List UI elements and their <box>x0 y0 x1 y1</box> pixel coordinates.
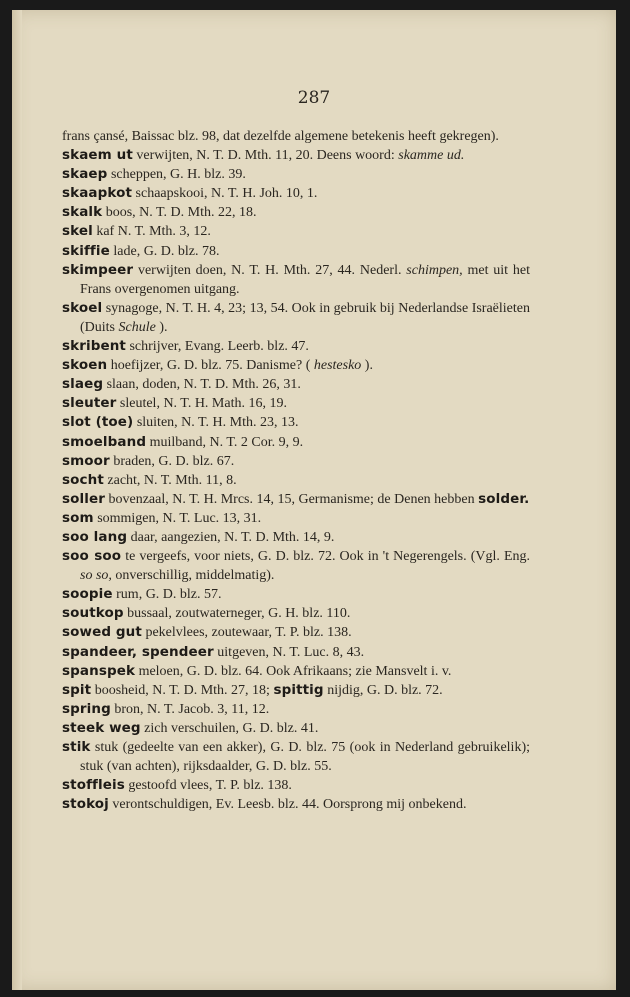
entry-headword: smoelband <box>62 433 147 450</box>
entry-headword: skribent <box>62 338 126 355</box>
entry-italic-term: Schule <box>118 319 156 335</box>
entry-definition: lade, G. D. blz. 78. <box>113 243 220 259</box>
entry-italic-term: skamme ud. <box>398 148 465 164</box>
entry-headword: sowed gut <box>62 624 142 641</box>
entry-headword: steek weg <box>62 719 141 736</box>
entry-definition: verontschuldigen, Ev. Leesb. blz. 44. Oorsprong mij onbekend. <box>112 797 467 813</box>
entry-headword: slot (toe) <box>62 414 134 431</box>
entry-definition: boosheid, N. T. D. Mth. 27, 18; <box>94 682 270 698</box>
dictionary-entry <box>62 222 530 241</box>
dictionary-entry <box>62 700 530 719</box>
entry-definition: bron, N. T. Jacob. 3, 11, 12. <box>114 701 270 717</box>
dictionary-entry <box>62 643 530 662</box>
entry-headword: soo lang <box>62 528 128 545</box>
entry-definition: meloen, G. D. blz. 64. Ook Afrikaans; zie Mansvelt i. v. <box>138 663 452 679</box>
entry-headword: som <box>62 509 94 526</box>
entry-definition: daar, aangezien, N. T. D. Mth. 14, 9. <box>130 529 335 545</box>
entry-headword: skimpeer <box>62 261 134 278</box>
entry-headword: socht <box>62 471 104 488</box>
page-edge <box>12 10 22 990</box>
entry-headword: spit <box>62 681 92 698</box>
entry-definition: uitgeven, N. T. Luc. 8, 43. <box>217 644 365 660</box>
entry-headword: skiffie <box>62 242 110 259</box>
entry-definition: hoefijzer, G. D. blz. 75. Danisme? ( <box>110 358 311 374</box>
entry-definition-cont: onverschillig, middelmatig). <box>115 568 275 584</box>
entry-headword: soutkop <box>62 605 124 622</box>
entry-definition: muilband, N. T. 2 Cor. 9, 9. <box>149 434 304 450</box>
entry-definition: zich verschuilen, G. D. blz. 41. <box>144 720 319 736</box>
entry-headword: skaep <box>62 166 108 183</box>
dictionary-entry <box>62 528 530 547</box>
entry-definition: scheppen, G. H. blz. 39. <box>110 167 246 183</box>
entry-definition: boos, N. T. D. Mth. 22, 18. <box>105 205 257 221</box>
entry-definition-cont: met uit het Frans overgenomen uitgang. <box>80 262 530 297</box>
dictionary-entry <box>62 203 530 222</box>
dictionary-entry <box>62 547 530 585</box>
entry-definition: sluiten, N. T. H. Mth. 23, 13. <box>136 415 299 431</box>
entry-headword: sleuter <box>62 395 117 412</box>
entry-italic-term: schimpen, <box>406 262 463 278</box>
dictionary-entry <box>62 299 530 337</box>
entry-definition: sleutel, N. T. H. Math. 16, 19. <box>119 396 287 412</box>
entry-headword: skaem ut <box>62 147 133 164</box>
entry-definition: te vergeefs, voor niets, G. D. blz. 72. Ook in 't Negerengels. (Vgl. Eng. <box>125 549 530 565</box>
entry-definition: synagoge, N. T. H. 4, 23; 13, 54. Ook in gebruik bij Nederlandse Israëlieten (Duits <box>80 300 530 335</box>
dictionary-entry <box>62 356 530 375</box>
entry-definition: zacht, N. T. Mth. 11, 8. <box>107 472 237 488</box>
dictionary-entry <box>62 795 530 814</box>
entry-headword: smoor <box>62 452 110 469</box>
entry-definition: schaapskooi, N. T. H. Joh. 10, 1. <box>135 186 318 202</box>
dictionary-entry <box>62 127 530 146</box>
entry-headword: spanspek <box>62 662 136 679</box>
entry-definition: rum, G. D. blz. 57. <box>116 587 222 603</box>
dictionary-entry <box>62 452 530 471</box>
dictionary-entry <box>62 471 530 490</box>
dictionary-entry <box>62 681 530 700</box>
entry-definition-cont: nijdig, G. D. blz. 72. <box>327 682 443 698</box>
dictionary-entry <box>62 375 530 394</box>
dictionary-entry <box>62 184 530 203</box>
entry-definition: kaf N. T. Mth. 3, 12. <box>96 224 211 240</box>
entry-definition: stuk (gedeelte van een akker), G. D. blz. 75 (ook in Nederland gebruikelik); stuk (van achten), rijksdaalder, G. D. blz. 55. <box>80 740 530 775</box>
dictionary-entry <box>62 509 530 528</box>
entry-definition: frans çansé, Baissac blz. 98, dat dezelfde algemene betekenis heeft gekregen). <box>62 129 499 144</box>
entry-headword: stoffleis <box>62 777 125 794</box>
entry-sub-headword: spittig <box>273 681 324 698</box>
entry-headword: skaapkot <box>62 185 133 202</box>
entry-headword: slaeg <box>62 376 104 393</box>
dictionary-entry <box>62 490 530 509</box>
dictionary-entry <box>62 242 530 261</box>
entry-bold-term: solder. <box>478 490 530 507</box>
entry-headword: skoel <box>62 299 103 316</box>
entry-headword: soopie <box>62 586 113 603</box>
entry-definition-cont: ). <box>364 358 373 374</box>
dictionary-entry <box>62 413 530 432</box>
entry-headword: soo soo <box>62 548 122 565</box>
entry-headword: stik <box>62 739 91 755</box>
entry-italic-term: so so, <box>80 568 112 584</box>
dictionary-entry <box>62 337 530 356</box>
entry-definition: braden, G. D. blz. 67. <box>113 453 235 469</box>
dictionary-entry <box>62 261 530 299</box>
dictionary-entry <box>62 394 530 413</box>
entry-headword: skel <box>62 223 93 240</box>
dictionary-entry <box>62 776 530 795</box>
entry-italic-term: hestesko <box>313 358 362 374</box>
page-number: 287 <box>297 88 331 108</box>
book-page <box>12 10 616 990</box>
entry-definition: verwijten, N. T. D. Mth. 11, 20. Deens woord: <box>136 148 395 164</box>
entry-headword: spandeer, spendeer <box>62 643 214 660</box>
entry-headword: soller <box>62 490 105 507</box>
dictionary-entry <box>62 585 530 604</box>
entry-definition: sommigen, N. T. Luc. 13, 31. <box>97 510 262 526</box>
dictionary-entry <box>62 146 530 165</box>
entry-definition: slaan, doden, N. T. D. Mth. 26, 31. <box>106 377 301 393</box>
entry-definition: pekelvlees, zoutewaar, T. P. blz. 138. <box>145 625 352 641</box>
dictionary-entry <box>62 165 530 184</box>
entry-definition: bussaal, zoutwaterneger, G. H. blz. 110. <box>127 606 351 622</box>
entry-definition: gestoofd vlees, T. P. blz. 138. <box>128 778 292 794</box>
entry-headword: spring <box>62 700 111 717</box>
dictionary-entry <box>62 662 530 681</box>
entry-definition: schrijver, Evang. Leerb. blz. 47. <box>129 339 309 355</box>
dictionary-entry <box>62 623 530 642</box>
entry-definition: bovenzaal, N. T. H. Mrcs. 14, 15, Germanisme; de Denen hebben <box>108 491 475 507</box>
entry-headword: skalk <box>62 204 103 221</box>
dictionary-entry <box>62 719 530 738</box>
dictionary-entry <box>62 738 530 776</box>
dictionary-entry <box>62 433 530 452</box>
dictionary-entry <box>62 604 530 623</box>
dictionary-entries <box>62 127 530 814</box>
entry-definition-cont: ). <box>159 319 168 335</box>
entry-headword: stokoj <box>62 796 109 813</box>
entry-definition: verwijten doen, N. T. H. Mth. 27, 44. Nederl. <box>137 262 402 278</box>
entry-headword: skoen <box>62 357 108 374</box>
